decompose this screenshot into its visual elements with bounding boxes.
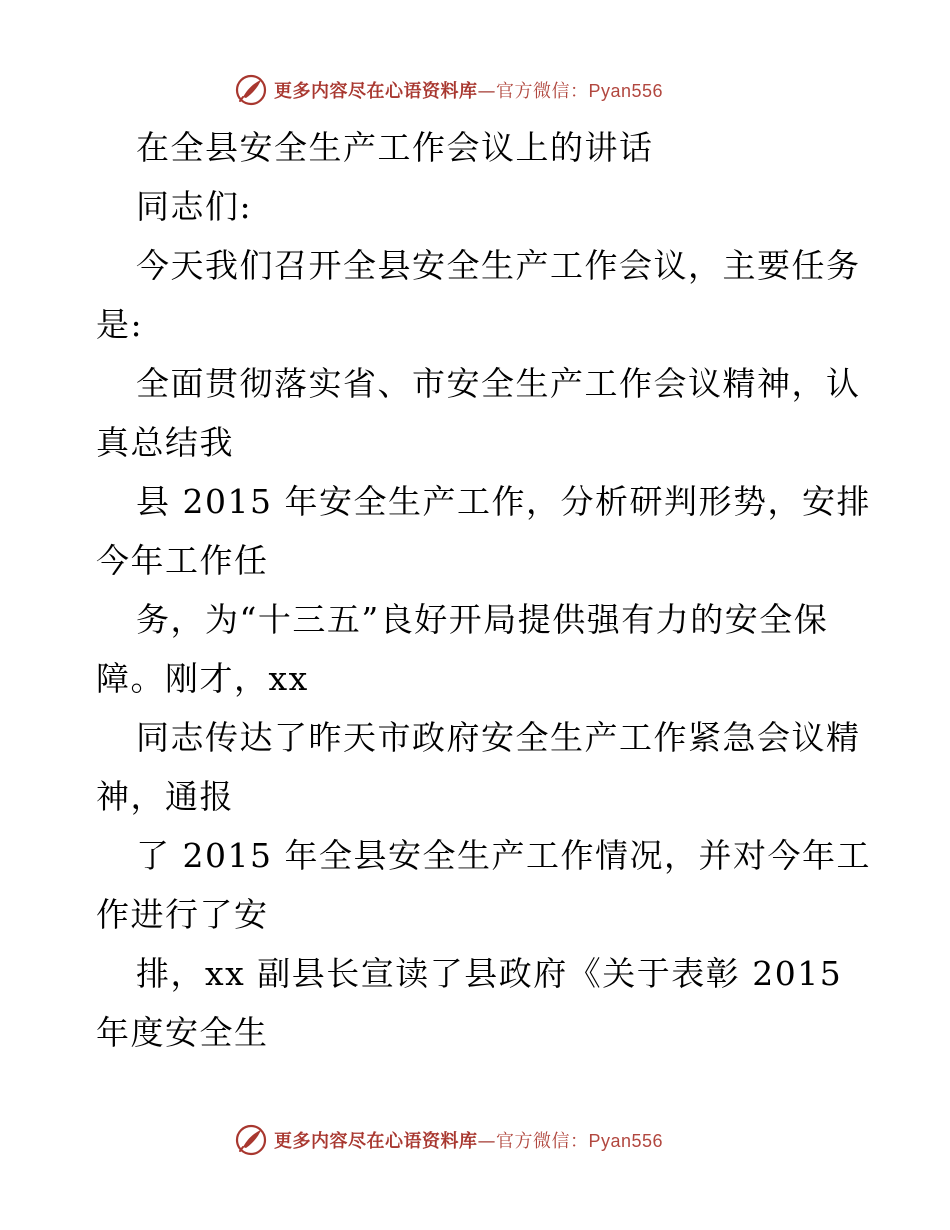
watermark-main: 更多内容尽在心语资料库 [274,81,478,102]
document-body [96,118,871,1062]
header-watermark [234,72,663,108]
text-line: 真总结我 [96,423,234,462]
text-line: 同志传达了昨天市政府安全生产工作紧急会议精 [136,718,861,757]
watermark-main: 更多内容尽在心语资料库 [274,1131,478,1152]
watermark-sub: 官方微信： [496,1131,589,1152]
text-line: 今天我们召开全县安全生产工作会议，主要任务 [136,246,861,285]
text-line: 同志们: [136,187,253,226]
text-line: 今年工作任 [96,541,269,580]
text-line: 务，为“十三五”良好开局提供强有力的安全保 [136,600,829,639]
quill-pen-logo-icon [234,73,268,107]
watermark-id: Pyan556 [588,81,664,101]
text-line: 了 2015 年全县安全生产工作情况，并对今年工 [136,836,871,875]
text-line: 神，通报 [96,777,234,816]
text-line: 全面贯彻落实省、市安全生产工作会议精神，认 [136,364,861,403]
watermark-text [274,77,663,103]
text-line: 县 2015 年安全生产工作，分析研判形势，安排 [136,482,871,521]
text-line: 在全县安全生产工作会议上的讲话 [136,128,654,167]
watermark-id: Pyan556 [588,1131,664,1151]
text-line: 排，xx 副县长宣读了县政府《关于表彰 2015 [136,954,843,993]
watermark-text [274,1127,663,1153]
watermark-separator: — [477,1131,496,1152]
watermark-separator: — [477,81,496,102]
text-line: 作进行了安 [96,895,269,934]
text-line: 年度安全生 [96,1013,269,1052]
footer-watermark [234,1122,663,1158]
watermark-sub: 官方微信： [496,81,589,102]
quill-pen-logo-icon [234,1123,268,1157]
text-line: 是: [96,305,144,344]
text-line: 障。刚才，xx [96,659,309,698]
